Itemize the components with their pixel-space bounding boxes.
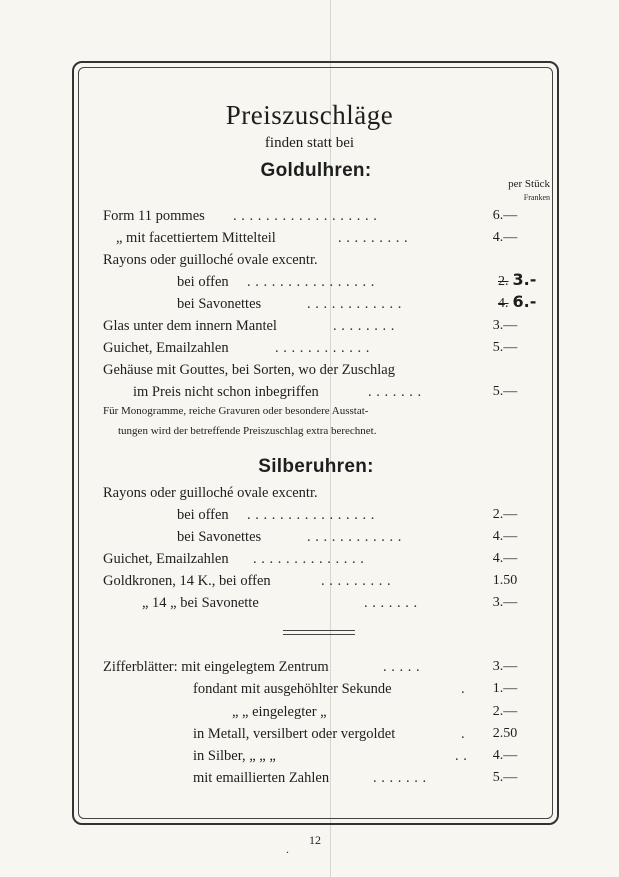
leader-dots: . . . . . . . . . [321, 573, 392, 589]
price-old-struck: 4. [498, 296, 509, 311]
dial-row [193, 746, 483, 766]
page-title: Preiszuschläge [225, 100, 394, 130]
dial-row-label: in Metall, versilbert oder vergoldet [193, 726, 396, 742]
leader-dots: . . . . . . . . . . . . . . . . . . [233, 208, 378, 224]
dial-row [193, 679, 483, 699]
dial-row-price: 5.— [492, 770, 518, 785]
section-divider [283, 630, 355, 631]
price-new-handwritten: 6.- [512, 292, 537, 311]
gold-note-line-2: tungen wird der betreffende Preiszuschlag extra berechnet. [118, 425, 377, 437]
silver-row-price: 4.— [492, 551, 518, 566]
silver-row [177, 527, 477, 547]
gold-row-label: Rayons oder guilloché ovale excentr. [103, 252, 318, 268]
silver-row [177, 505, 477, 525]
gold-note-line-1: Für Monogramme, reiche Gravuren oder besondere Ausstat- [103, 405, 369, 417]
gold-row [177, 294, 477, 314]
gold-row-label: bei offen [177, 274, 229, 290]
leader-dots: . . . . . . . . . . . . . . [253, 551, 365, 567]
silver-heading: Silberuhren: [258, 456, 374, 477]
leader-dots: . . . . . [383, 659, 421, 675]
leader-dots: . . . . . . . . . [338, 230, 409, 246]
dial-row-price: 2.— [492, 704, 518, 719]
leader-dots: . [461, 681, 466, 697]
gold-heading: Goldulhren: [260, 160, 372, 181]
silver-row [103, 571, 483, 591]
silver-row [103, 549, 483, 569]
dial-row [193, 724, 483, 744]
leader-dots: . . . . . . . [364, 595, 418, 611]
gold-row-price: 6.— [492, 208, 518, 223]
silver-row-label: Goldkronen, 14 K., bei offen [103, 573, 271, 589]
dial-row-label: fondant mit ausgehöhlter Sekunde [193, 681, 392, 697]
leader-dots: . . . . . . . [373, 770, 427, 786]
silver-row-price: 3.— [492, 595, 518, 610]
silver-row [142, 593, 482, 613]
dial-row-price: 1.— [492, 681, 518, 696]
leader-dots: . . . . . . . . . . . . [307, 529, 402, 545]
dial-row-label: Zifferblätter: mit eingelegtem Zentrum [103, 659, 329, 675]
price-new-handwritten: 3.- [512, 270, 537, 289]
dial-row-label: mit emaillierten Zahlen [193, 770, 330, 786]
gold-row-price: 5.— [492, 384, 518, 399]
leader-dots: . . . . . . . . . . . . . . . . [247, 274, 375, 290]
silver-row-label: „ 14 „ bei Savonette [142, 595, 259, 611]
dial-row-price: 3.— [492, 659, 518, 674]
page-subtitle: finden statt bei [264, 135, 355, 151]
price-old-struck: 2. [498, 274, 509, 289]
leader-dots: . . . . . . . [368, 384, 422, 400]
column-header-per-piece: per Stück [508, 178, 550, 190]
gold-row-price: 4.— [492, 230, 518, 245]
gold-row-label: „ mit facettiertem Mittelteil [116, 230, 276, 246]
gold-row-price-handwritten [498, 292, 536, 312]
gold-row [177, 272, 477, 292]
gold-row-label: Guichet, Emailzahlen [103, 340, 229, 356]
dial-row-price: 2.50 [492, 726, 518, 741]
leader-dots: . . . . . . . . . . . . [307, 296, 402, 312]
leader-dots: . . [455, 748, 468, 764]
gold-row [103, 338, 483, 358]
page-number: 12 [309, 833, 321, 847]
gold-row-label: Glas unter dem innern Mantel [103, 318, 277, 334]
page-mark: . [286, 842, 289, 856]
gold-row-price-handwritten [498, 270, 536, 290]
section-divider [283, 634, 355, 635]
silver-row-price: 4.— [492, 529, 518, 544]
silver-row-label: Guichet, Emailzahlen [103, 551, 229, 567]
silver-row-label: Rayons oder guilloché ovale excentr. [103, 485, 318, 501]
leader-dots: . . . . . . . . . . . . . . . . [247, 507, 375, 523]
silver-row-price: 1.50 [492, 573, 518, 588]
gold-row-label: Gehäuse mit Gouttes, bei Sorten, wo der Zuschlag [103, 362, 395, 378]
silver-row-price: 2.— [492, 507, 518, 522]
leader-dots: . . . . . . . . . . . . [275, 340, 370, 356]
gold-row [103, 206, 483, 226]
dial-row [193, 768, 483, 788]
leader-dots: . . . . . . . . [333, 318, 395, 334]
silver-row-label: bei Savonettes [177, 529, 262, 545]
dial-row-label: „ „ eingelegter „ [232, 704, 327, 720]
gold-row-label: im Preis nicht schon inbegriffen [133, 384, 319, 400]
gold-row [103, 316, 483, 336]
gold-row-price: 3.— [492, 318, 518, 333]
gold-row [133, 382, 483, 402]
column-header-currency: Franken [523, 193, 550, 202]
dial-row-label: in Silber, „ „ „ [193, 748, 276, 764]
gold-row [116, 228, 476, 248]
gold-row-price: 5.— [492, 340, 518, 355]
dial-row-price: 4.— [492, 748, 518, 763]
gold-row-label: Form 11 pommes [103, 208, 205, 224]
leader-dots: . [461, 726, 466, 742]
dial-row [103, 657, 483, 677]
gold-row-label: bei Savonettes [177, 296, 262, 312]
silver-row-label: bei offen [177, 507, 229, 523]
